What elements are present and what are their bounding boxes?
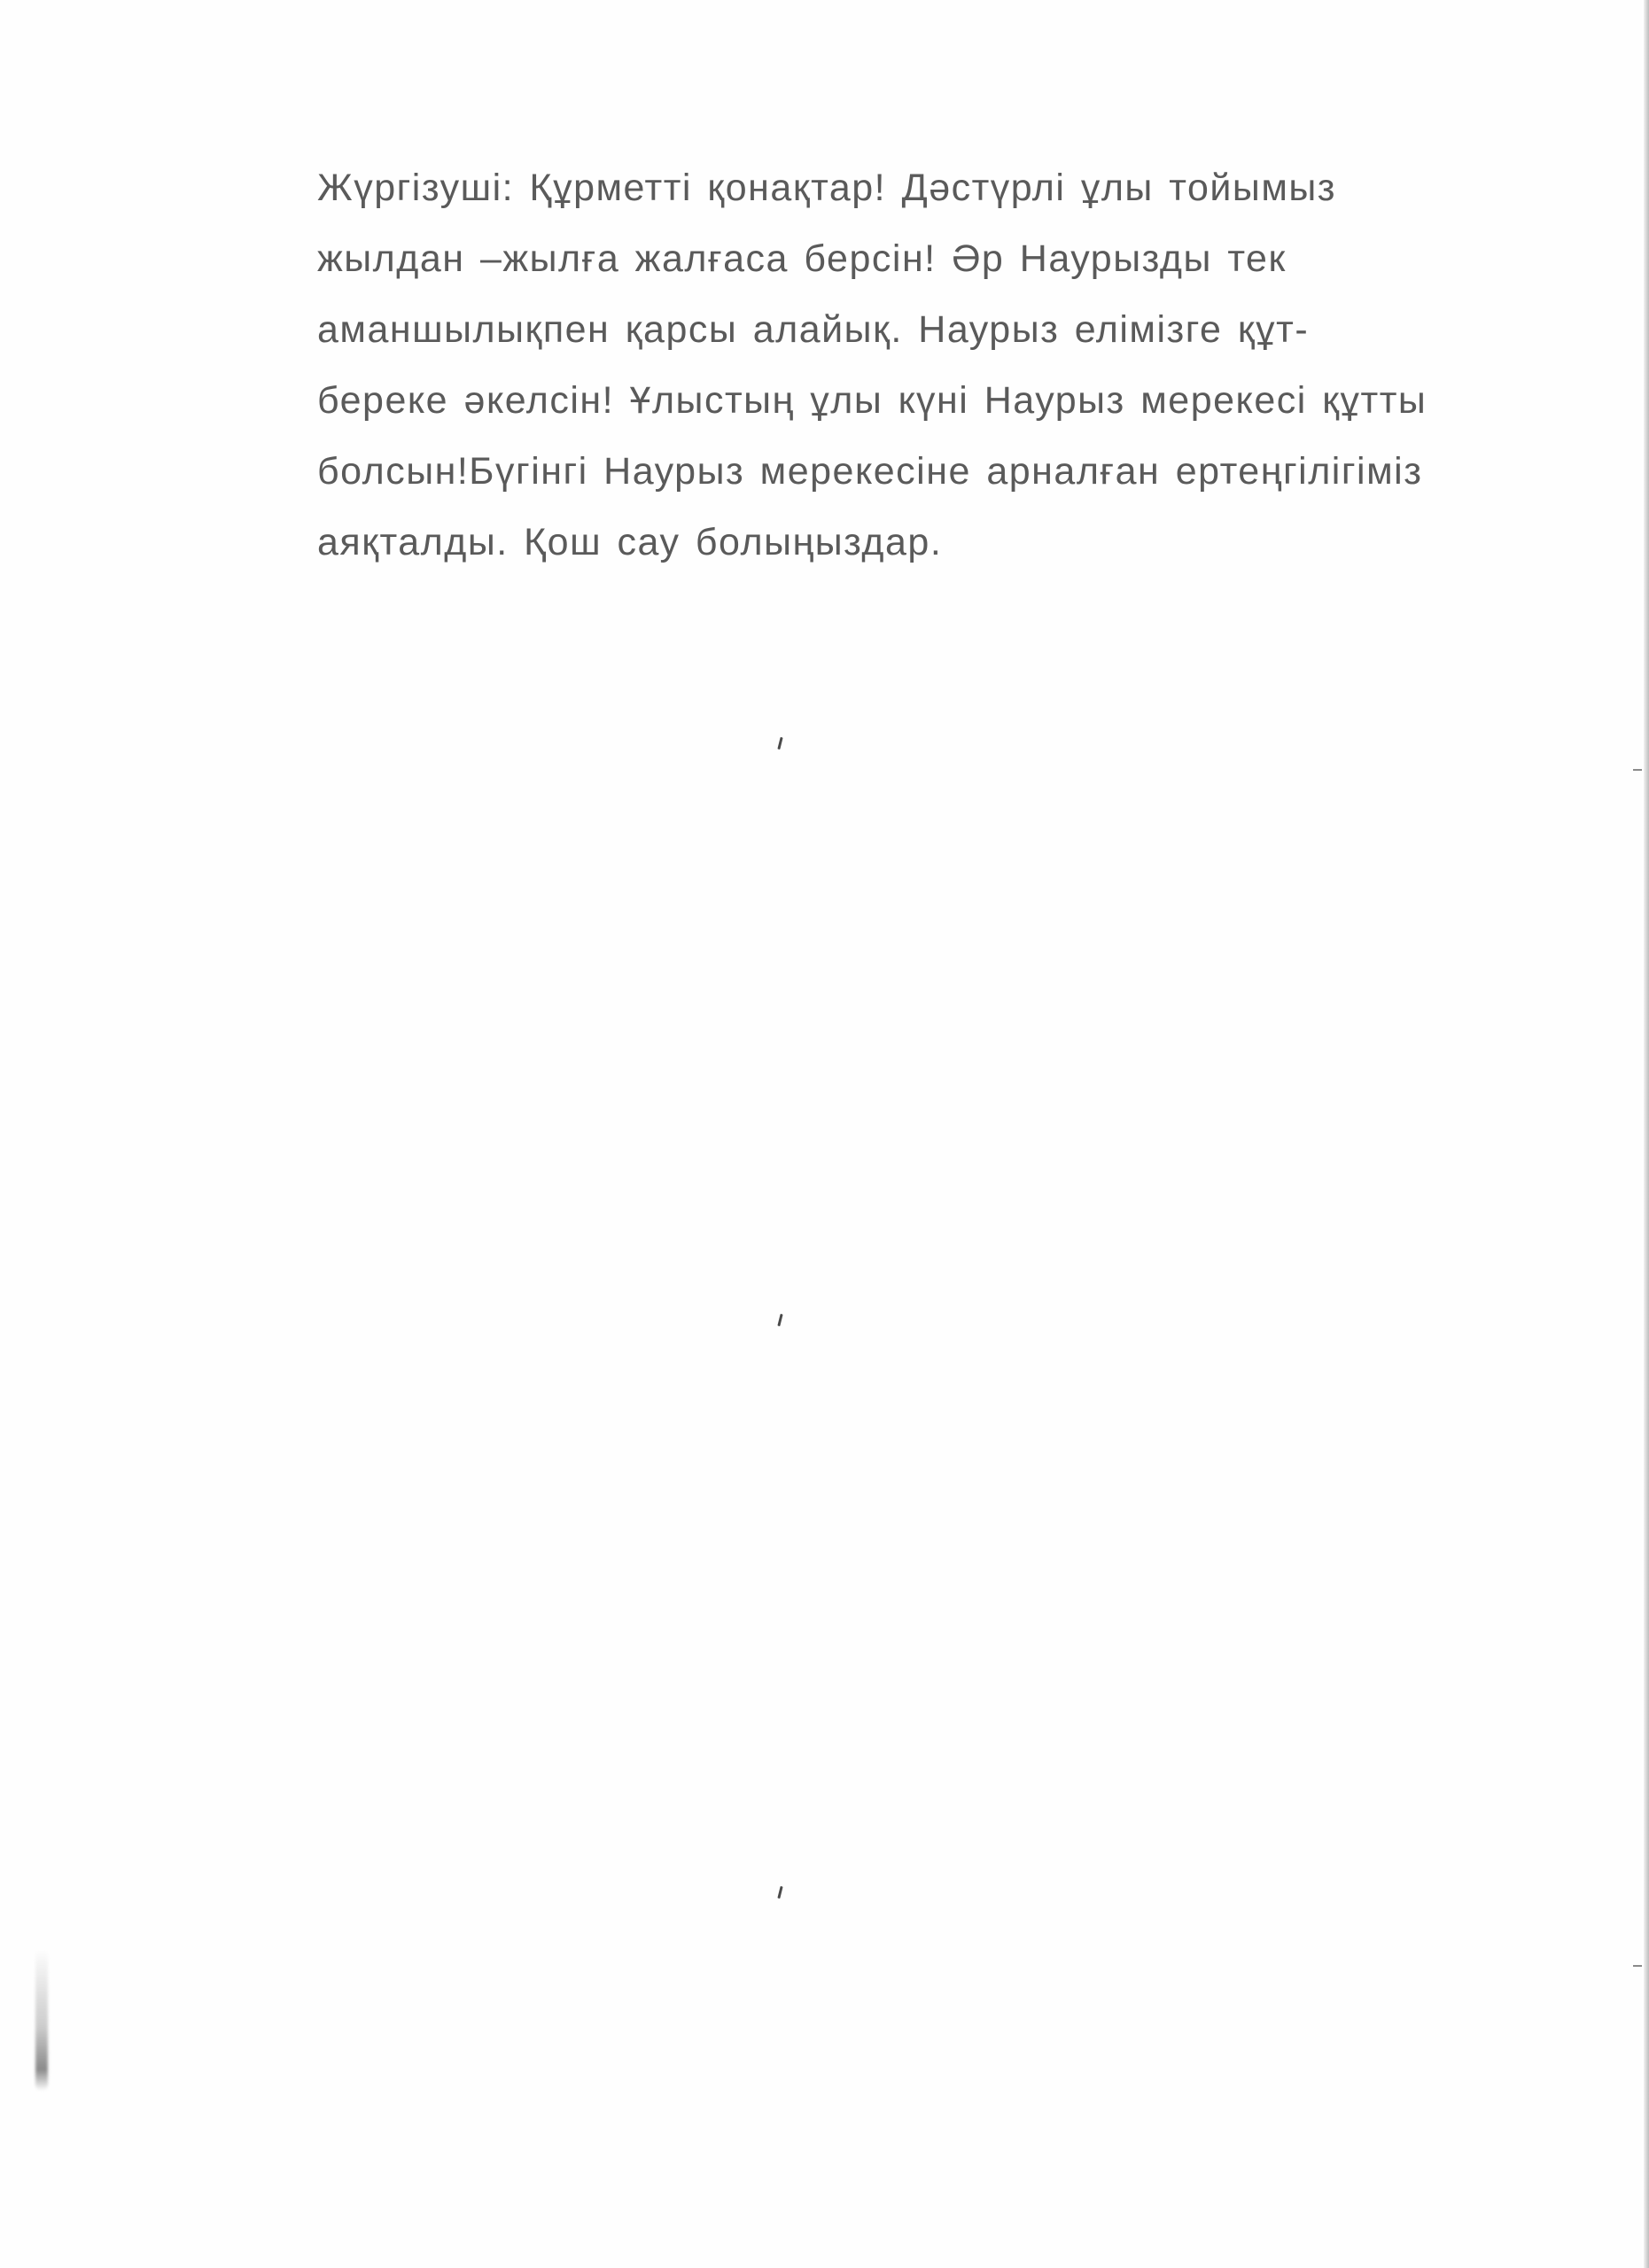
scan-edge-mark: [1633, 1965, 1642, 1967]
closing-speech-paragraph: [317, 152, 1567, 578]
scan-speck-mark: [777, 1886, 782, 1899]
scan-smudge-mark: [35, 1949, 48, 2091]
scan-edge-mark: [1633, 769, 1642, 771]
scan-speck-mark: [777, 737, 782, 750]
paragraph-line-2: жылдан –жылға жалғаса берсін! Әр Наурызды тек: [317, 237, 1287, 280]
paragraph-line-3: аманшылықпен қарсы алайық. Наурыз елімізге құт-: [317, 308, 1310, 351]
paragraph-line-1: Жүргізуші: Құрметті қонақтар! Дәстүрлі ұлы тойымыз: [317, 167, 1337, 209]
paragraph-line-6: аяқталды. Қош сау болыңыздар.: [317, 521, 943, 563]
paragraph-line-5: болсын!Бүгінгі Наурыз мерекесіне арналған ертеңгілігіміз: [317, 450, 1423, 493]
scan-speck-mark: [777, 1314, 782, 1326]
paragraph-line-4: береке әкелсін! Ұлыстың ұлы күні Наурыз мерекесі құтты: [317, 379, 1427, 422]
scan-page-edge: [1644, 0, 1649, 2268]
